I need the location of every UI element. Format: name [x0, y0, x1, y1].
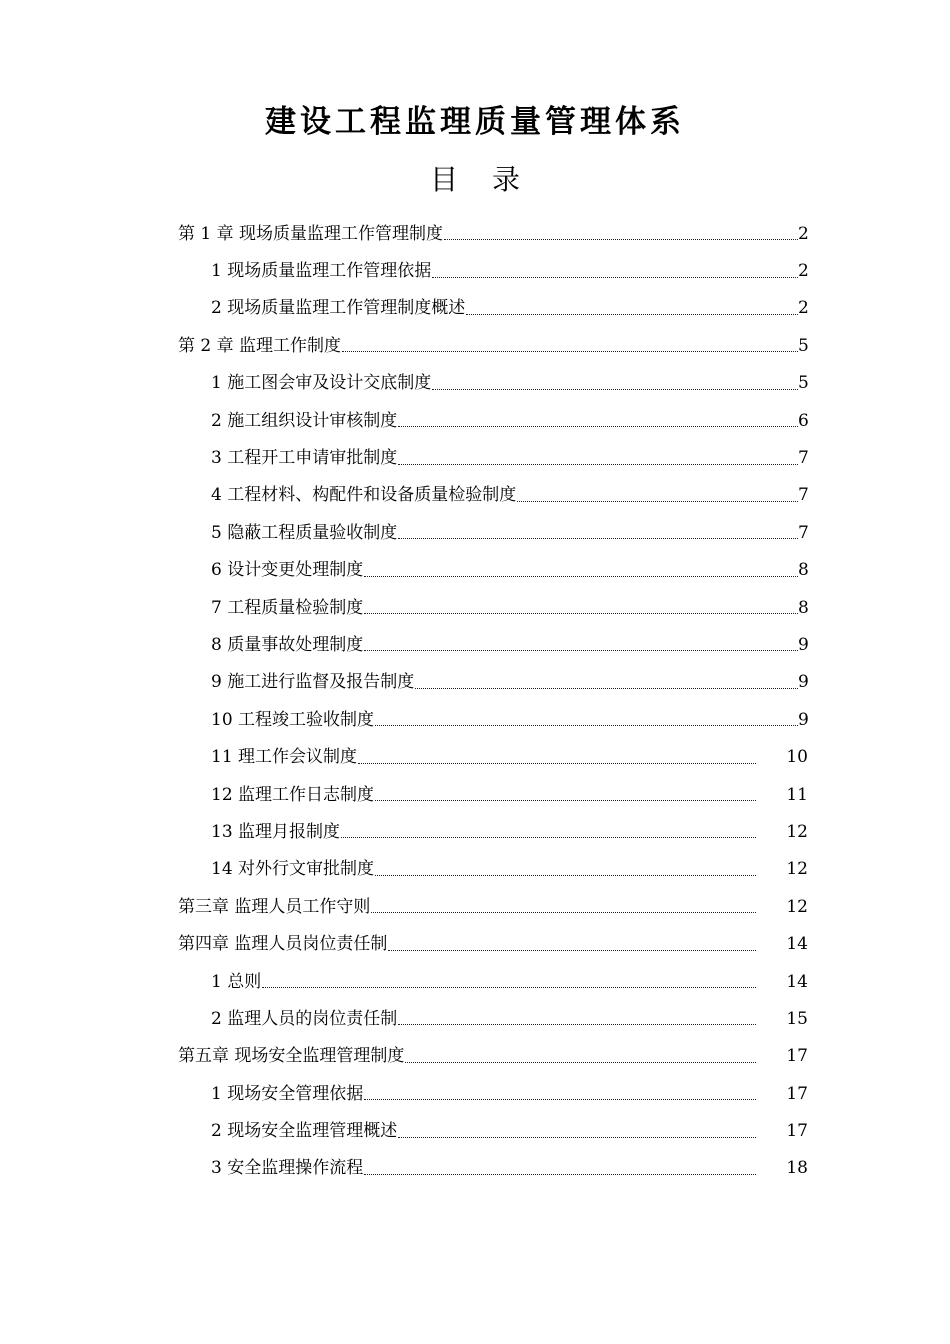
toc-entry[interactable] — [178, 626, 808, 663]
toc-leader — [432, 389, 798, 390]
toc-entry[interactable] — [178, 439, 808, 476]
toc-leader — [342, 351, 798, 352]
toc-entry-page: 18 — [786, 1158, 808, 1179]
toc-leader — [364, 613, 798, 614]
toc-leader — [262, 987, 756, 988]
toc-entry-label: 2 现场安全监理管理概述 — [211, 1121, 398, 1142]
toc-entry-label: 1 总则 — [211, 971, 262, 992]
toc-leader — [364, 576, 798, 577]
toc-leader — [375, 725, 798, 726]
toc-entry-label: 7 工程质量检验制度 — [211, 597, 364, 618]
toc-leader — [364, 1174, 756, 1175]
toc-entry[interactable] — [178, 215, 808, 252]
toc-entry-label: 11 理工作会议制度 — [211, 747, 358, 768]
toc-entry-page: 7 — [798, 485, 809, 506]
toc-entry-label: 8 质量事故处理制度 — [211, 634, 364, 655]
toc-entry-label: 9 施工进行监督及报告制度 — [211, 672, 415, 693]
toc-leader — [398, 426, 798, 427]
toc-leader — [358, 763, 756, 764]
toc-entry-label: 6 设计变更处理制度 — [211, 560, 364, 581]
toc-entry-page: 9 — [798, 709, 809, 730]
toc-entry-label: 第三章 监理人员工作守则 — [178, 896, 371, 917]
toc-entry-label: 5 隐蔽工程质量验收制度 — [211, 522, 398, 543]
toc-leader — [364, 1099, 756, 1100]
toc-entry[interactable] — [178, 252, 808, 289]
toc-entry-page: 12 — [786, 859, 808, 880]
toc-entry[interactable] — [178, 477, 808, 514]
toc-heading-text: 目录 — [429, 163, 554, 196]
toc-entry-page: 9 — [798, 634, 809, 655]
toc-entry-label: 1 施工图会审及设计交底制度 — [211, 373, 432, 394]
toc-entry[interactable] — [178, 888, 808, 925]
toc-entry[interactable] — [178, 925, 808, 962]
toc-entry-label: 2 监理人员的岗位责任制 — [211, 1008, 398, 1029]
toc-entry[interactable] — [178, 664, 808, 701]
toc-leader — [466, 314, 798, 315]
toc-entry-page: 2 — [798, 298, 809, 319]
toc-entry-label: 12 监理工作日志制度 — [211, 784, 375, 805]
toc-entry[interactable] — [178, 776, 808, 813]
toc-heading — [0, 160, 950, 200]
toc-entry-page: 8 — [798, 597, 809, 618]
toc-leader — [375, 800, 756, 801]
toc-entry-page: 17 — [786, 1121, 808, 1142]
toc-entry[interactable] — [178, 851, 808, 888]
toc-entry-label: 第 2 章 监理工作制度 — [178, 335, 342, 356]
toc-entry-page: 7 — [798, 448, 809, 469]
toc-entry-label: 第 1 章 现场质量监理工作管理制度 — [178, 223, 444, 244]
toc-entry-label: 4 工程材料、构配件和设备质量检验制度 — [211, 485, 517, 506]
toc-entry[interactable] — [178, 963, 808, 1000]
toc-entry-label: 2 现场质量监理工作管理制度概述 — [211, 298, 466, 319]
toc-entry-page: 5 — [798, 373, 809, 394]
toc-entry[interactable] — [178, 701, 808, 738]
toc-leader — [432, 277, 798, 278]
toc-entry-label: 2 施工组织设计审核制度 — [211, 410, 398, 431]
toc-entry-label: 3 安全监理操作流程 — [211, 1158, 364, 1179]
toc-entry-label: 1 现场安全管理依据 — [211, 1083, 364, 1104]
toc-leader — [371, 912, 756, 913]
toc-entry-page: 12 — [786, 821, 808, 842]
toc-leader — [398, 538, 798, 539]
toc-entry-label: 第五章 现场安全监理管理制度 — [178, 1046, 405, 1067]
toc-entry-page: 6 — [798, 410, 809, 431]
toc-entry[interactable] — [178, 290, 808, 327]
toc-entry-page: 8 — [798, 560, 809, 581]
toc-entry[interactable] — [178, 365, 808, 402]
toc-leader — [388, 950, 756, 951]
toc-entry[interactable] — [178, 1000, 808, 1037]
toc-entry-label: 13 监理月报制度 — [211, 821, 341, 842]
toc-entry-page: 7 — [798, 522, 809, 543]
toc-entry-label: 第四章 监理人员岗位责任制 — [178, 934, 388, 955]
toc-entry-page: 2 — [798, 223, 809, 244]
toc-entry-page: 9 — [798, 672, 809, 693]
table-of-contents — [178, 215, 808, 1187]
toc-entry-page: 17 — [786, 1083, 808, 1104]
toc-leader — [444, 239, 798, 240]
toc-entry[interactable] — [178, 1112, 808, 1149]
toc-leader — [398, 1137, 756, 1138]
document-title: 建设工程监理质量管理体系 — [265, 104, 685, 140]
toc-entry-page: 14 — [786, 971, 808, 992]
toc-leader — [341, 837, 756, 838]
toc-leader — [517, 501, 798, 502]
toc-entry-label: 10 工程竣工验收制度 — [211, 709, 375, 730]
toc-entry[interactable] — [178, 813, 808, 850]
toc-entry-label: 1 现场质量监理工作管理依据 — [211, 261, 432, 282]
toc-entry[interactable] — [178, 327, 808, 364]
toc-entry-page: 11 — [786, 784, 808, 805]
toc-entry[interactable] — [178, 402, 808, 439]
toc-leader — [405, 1062, 756, 1063]
toc-entry[interactable] — [178, 1075, 808, 1112]
toc-entry[interactable] — [178, 589, 808, 626]
toc-leader — [415, 688, 798, 689]
toc-entry-page: 5 — [798, 335, 809, 356]
toc-leader — [375, 875, 756, 876]
toc-entry-page: 2 — [798, 261, 809, 282]
toc-entry[interactable] — [178, 514, 808, 551]
toc-entry[interactable] — [178, 552, 808, 589]
toc-entry-page: 14 — [786, 934, 808, 955]
toc-entry-page: 17 — [786, 1046, 808, 1067]
toc-entry-page: 15 — [786, 1008, 808, 1029]
toc-leader — [398, 464, 798, 465]
toc-entry[interactable] — [178, 738, 808, 775]
toc-leader — [364, 650, 798, 651]
toc-entry[interactable] — [178, 1150, 808, 1187]
toc-entry[interactable] — [178, 1038, 808, 1075]
toc-leader — [398, 1024, 756, 1025]
toc-entry-page: 10 — [786, 747, 808, 768]
toc-entry-label: 3 工程开工申请审批制度 — [211, 448, 398, 469]
toc-entry-page: 12 — [786, 896, 808, 917]
toc-entry-label: 14 对外行文审批制度 — [211, 859, 375, 880]
